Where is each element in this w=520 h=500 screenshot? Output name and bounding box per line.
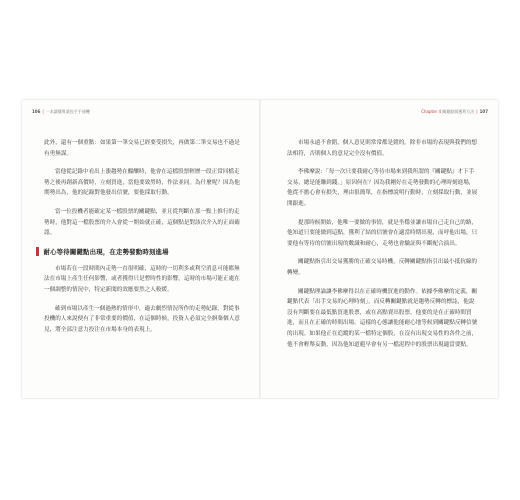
paragraph: 確到市場以產生一個過熱的情形中，適去劇烈情況所作的走勢紀錄，對從事投機的人來說便有了非常重要的價值，在這個時候，投資人必須完全摒棄個人意見，將全部注意力投注在市場本身的表現上。 (44, 305, 240, 333)
paragraph: 關鍵點理論讓李佛摩得以在正確時機買進的動作。依據李佛摩的定義，關鍵點代表「出手交易的心理時刻」，而反轉關鍵點就是趨勢反轉的標誌，他說沒有判斷要在最低點買進股票，或在高點賣出股票，他要的是在正確時間買進，而且在正確的時間出場。這樣的心態讓他能耐心地等候到關鍵點反轉信號的出現。如果他正在追蹤的某一檔特定個股，在沒有出現交易性的各件之前，他不會輕舉妄動，因為他知道避早會有另一檔泥程中的股票出現適當要點。 (287, 288, 478, 348)
section-heading (36, 247, 240, 256)
right-page-header (421, 109, 488, 115)
left-running-title: 一本讀懂專業投手手冊機 (45, 109, 90, 114)
header-separator: | (42, 109, 44, 114)
left-page-body (44, 138, 240, 343)
paragraph: 市場若在一段時間內走勢一直很明確，這時的一切利多或利空消息可能都無法在市場上產生任何影響，或者獲得只是暫時性的影響。這時的市場可能正處在一個調整的情況中，特定新聞的效應要然之人較緩。 (44, 265, 240, 293)
paragraph: 關鍵點指引出交易獲勝的正確交易時機，反轉關鍵點指引出最小抵抗線的轉變。 (287, 259, 478, 276)
paragraph: 此外，還有一個重點：如果第一筆交易已經要受損失，再做第二筆交易也不過是有勇無謀。 (44, 140, 240, 157)
right-page (261, 100, 498, 398)
right-page-body (287, 138, 479, 358)
section-title: 耐心等待關鍵點出現，在走勢發動時刻進場 (43, 247, 169, 256)
paragraph: 當一位投機者能確定某一檔股票的關鍵點，並且從判斷在那一點上推行的走勢時，他對這一檔股票的介入會從一開始就正確，這個點是對該次介入的正面確認。 (44, 208, 240, 237)
right-page-number: 107 (479, 109, 488, 114)
left-page-header (32, 109, 90, 115)
section-marker-bar (36, 247, 39, 256)
left-page (22, 100, 259, 398)
paragraph: 市場永遠不會錯，個人意見則常常都是錯的。除非市場的表現與我們的想法相符，否則個人的意見完全沒有價值。 (287, 140, 478, 157)
paragraph: 李佛摩說：「每一次只要我耐心等待市場來到我所謂的『關鍵點』才下手交易，總是能賺到錢。」原因何在？因為我剛好在走勢發動的心理時刻進場，他從不擔心會有損失，理由很簡單，在指標說明行動時，立刻採取行動，並展開跟進。 (287, 169, 478, 207)
left-page-number: 106 (32, 109, 41, 114)
paragraph: 當他從記錄中看出上漲趨勢在醞釀時，他會在這檔股票輕歷一段正常回檔走勢之後再創新高價時，立刻買進，當他要致勞時，作法並同。為什麼呢？因為他期勢出為，他的紀錄對他發出信號，要他採取行動。 (44, 169, 240, 197)
header-separator: | (476, 109, 478, 114)
right-running-title: 關鍵點與獲利方法 (442, 109, 475, 114)
paragraph: 提那時候開始，他唯一要做的事情，就是坐穩並讓市場自己走自己的路，他知道只要能做到這點，獲利了結的信號會在適當時期出現，而呼他出場，只要他有等待的信號出現的數識和耐心，走勢也會驗証與不斷配合演出。 (287, 219, 478, 247)
book-spread (22, 100, 498, 398)
chapter-label: Chapter 4 (421, 109, 441, 114)
